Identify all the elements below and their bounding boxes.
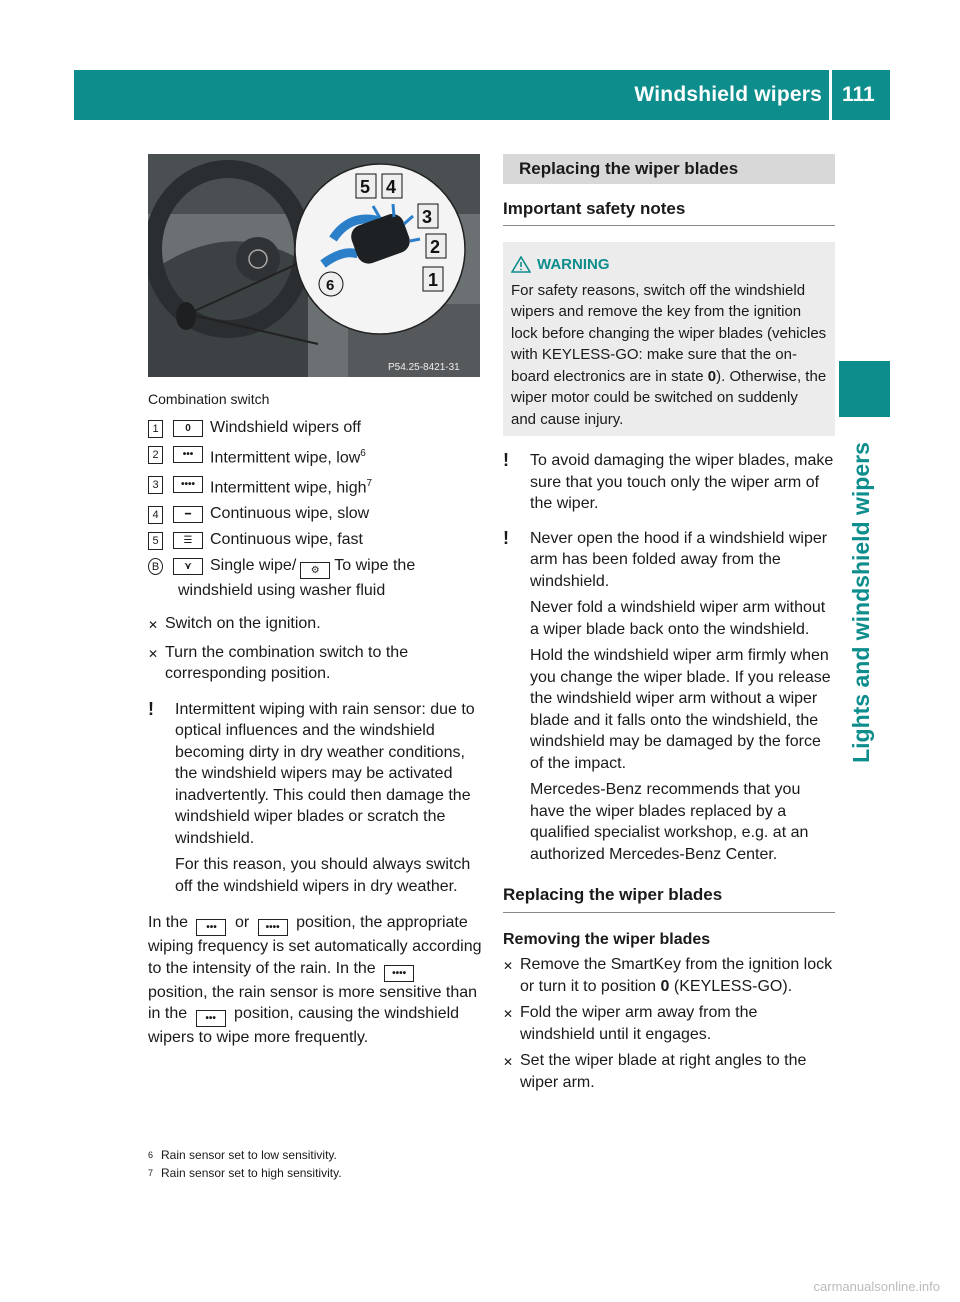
caution-note [148, 699, 482, 903]
caution-icon: ! [148, 698, 154, 719]
sub-subsection-heading: Removing the wiper blades [503, 930, 711, 948]
legend-item [148, 473, 482, 499]
note-paragraph: Intermittent wiping with rain sensor: due to optical influences and the windshield becoming dirty in dry weather conditions, the windshield wipers may be activated inadvertently. This could then damage the windshield wiper blades or scratch the windshield. [175, 700, 475, 847]
figure-callout-4: 4 [386, 177, 397, 197]
paragraph-text: In the [148, 914, 189, 932]
header-separator [829, 70, 832, 120]
caution-note [503, 528, 835, 871]
rain-sensor-paragraph [148, 912, 482, 1049]
step-arrow-icon: ✕ [503, 1055, 514, 1069]
chapter-label: Lights and windshield wipers [848, 442, 874, 763]
step-arrow-icon: ✕ [503, 959, 514, 973]
paragraph-text: or [234, 914, 250, 932]
figure-callout-2: 2 [430, 237, 441, 257]
note-paragraph: For this reason, you should always switch off the windshield wipers in dry weather. [175, 856, 471, 895]
paragraph-text: position, causing the windshield wipers to wipe more frequently. [148, 1005, 460, 1047]
legend-text: Windshield wipers off [210, 418, 361, 436]
step-arrow-icon: ✕ [148, 618, 159, 633]
step-text: Fold the wiper arm away from the windshield until it engages. [520, 1004, 758, 1043]
instruction-step [503, 1050, 835, 1093]
legend-number: 2 [148, 446, 163, 464]
note-paragraph: Never open the hood if a windshield wiper arm has been folded away from the windshield. [530, 529, 828, 590]
legend-text: Continuous wipe, fast [210, 531, 363, 549]
note-paragraph: Never fold a windshield wiper arm without a wiper blade back onto the windshield. [530, 599, 826, 638]
legend-text: Single wipe/ [210, 557, 297, 575]
warning-label: WARNING [537, 256, 610, 273]
intermittent-high-icon: •••• [384, 965, 414, 982]
legend-text: Intermittent wipe, high [210, 479, 367, 497]
legend-item [148, 503, 482, 525]
figure-callout-3: 3 [422, 207, 433, 227]
combination-switch-figure [148, 154, 480, 377]
caution-icon: ! [503, 527, 509, 548]
legend-item [148, 417, 482, 439]
legend-number: 3 [148, 476, 163, 494]
chapter-tab [839, 361, 890, 417]
legend-text: To wipe the [334, 557, 416, 575]
figure-caption: Combination switch [148, 391, 270, 407]
right-column [503, 154, 835, 1098]
page-number: 111 [842, 83, 875, 106]
intermittent-high-icon: •••• [173, 476, 203, 493]
paragraph-text: position, the rain sensor is more sensitive than in the [148, 983, 478, 1023]
legend-number: 1 [148, 420, 163, 438]
subsection-heading: Important safety notes [503, 184, 835, 227]
subsection-heading: Replacing the wiper blades [503, 870, 835, 913]
legend-number: 4 [148, 506, 163, 524]
instruction-step [148, 642, 482, 685]
caution-note [503, 450, 835, 520]
intermittent-low-icon: ••• [196, 919, 226, 936]
page-title: Windshield wipers [634, 83, 822, 106]
legend-continuation: windshield using washer fluid [178, 581, 386, 599]
intermittent-low-icon: ••• [196, 1010, 226, 1027]
single-wipe-icon: ⋎ [173, 558, 203, 575]
continuous-slow-icon: ━ [173, 506, 203, 523]
instruction-step: ✕ Remove the SmartKey from the ignition lock or turn it to position 0 (KEYLESS-GO). [503, 954, 835, 997]
note-paragraph: Hold the windshield wiper arm firmly when you change the wiper blade. If you release the windshield wiper arm without a wiper blade and it falls onto the windshield, the windshield may be damaged by the force of the impact. [530, 647, 831, 772]
figure-callout-1: 1 [428, 270, 439, 290]
wiper-off-icon: 0 [173, 420, 203, 437]
figure-code: P54.25-8421-31 [388, 362, 460, 373]
instruction-step [503, 1002, 835, 1045]
section-heading: Replacing the wiper blades [503, 154, 835, 184]
warning-triangle-icon [511, 256, 531, 273]
legend-text: Continuous wipe, slow [210, 505, 370, 523]
step-arrow-icon: ✕ [148, 646, 159, 661]
legend-text: Intermittent wipe, low [210, 448, 361, 466]
legend-number: 5 [148, 532, 163, 550]
washer-fluid-icon: ⚙ [300, 562, 330, 579]
legend-item [148, 555, 482, 579]
figure-callout-5: 5 [360, 177, 371, 197]
legend-item [148, 529, 482, 551]
paragraph-text: position, the appropriate wiping frequency is set automatically according to the intensity of the rain. In the [148, 914, 482, 977]
figure-callout-6: 6 [326, 277, 335, 294]
footnote-ref: 6 [360, 447, 366, 459]
note-paragraph: Mercedes-Benz recommends that you have the wiper blades replaced by a qualified specialist workshop, e.g. at an authorized Mercedes-Benz Center. [530, 781, 809, 863]
intermittent-low-icon: ••• [173, 446, 203, 463]
footnote: 7 Rain sensor set to high sensitivity. [148, 1166, 342, 1180]
step-text: Set the wiper blade at right angles to the wiper arm. [520, 1052, 807, 1091]
footnote-ref: 7 [366, 477, 373, 489]
caution-icon: ! [503, 450, 509, 470]
intermittent-high-icon: •••• [258, 919, 288, 936]
step-text: Turn the combination switch to the corresponding position. [165, 643, 409, 683]
continuous-fast-icon: ☰ [173, 532, 203, 549]
warning-text: For safety reasons, switch off the windshield wipers and remove the key from the ignition lock before changing the wiper blades (vehicles with KEYLESS-GO: make sure that the on-board electronics are in state 0). Otherwise, the wiper motor could be switched on suddenly and cause injury. [511, 281, 827, 428]
footnote: 6 Rain sensor set to low sensitivity. [148, 1148, 337, 1162]
step-text: Switch on the ignition. [165, 615, 321, 633]
legend-item [148, 443, 482, 469]
combination-switch-illustration [148, 154, 480, 377]
left-column [148, 154, 482, 1049]
legend-number: B [148, 558, 163, 575]
instruction-step [148, 613, 482, 637]
note-paragraph: To avoid damaging the wiper blades, make sure that you touch only the wiper arm of the wiper. [530, 452, 834, 512]
warning-box [503, 242, 835, 436]
watermark: carmanualsonline.info [813, 1279, 940, 1294]
footnotes [148, 1146, 342, 1182]
step-arrow-icon: ✕ [503, 1007, 514, 1021]
